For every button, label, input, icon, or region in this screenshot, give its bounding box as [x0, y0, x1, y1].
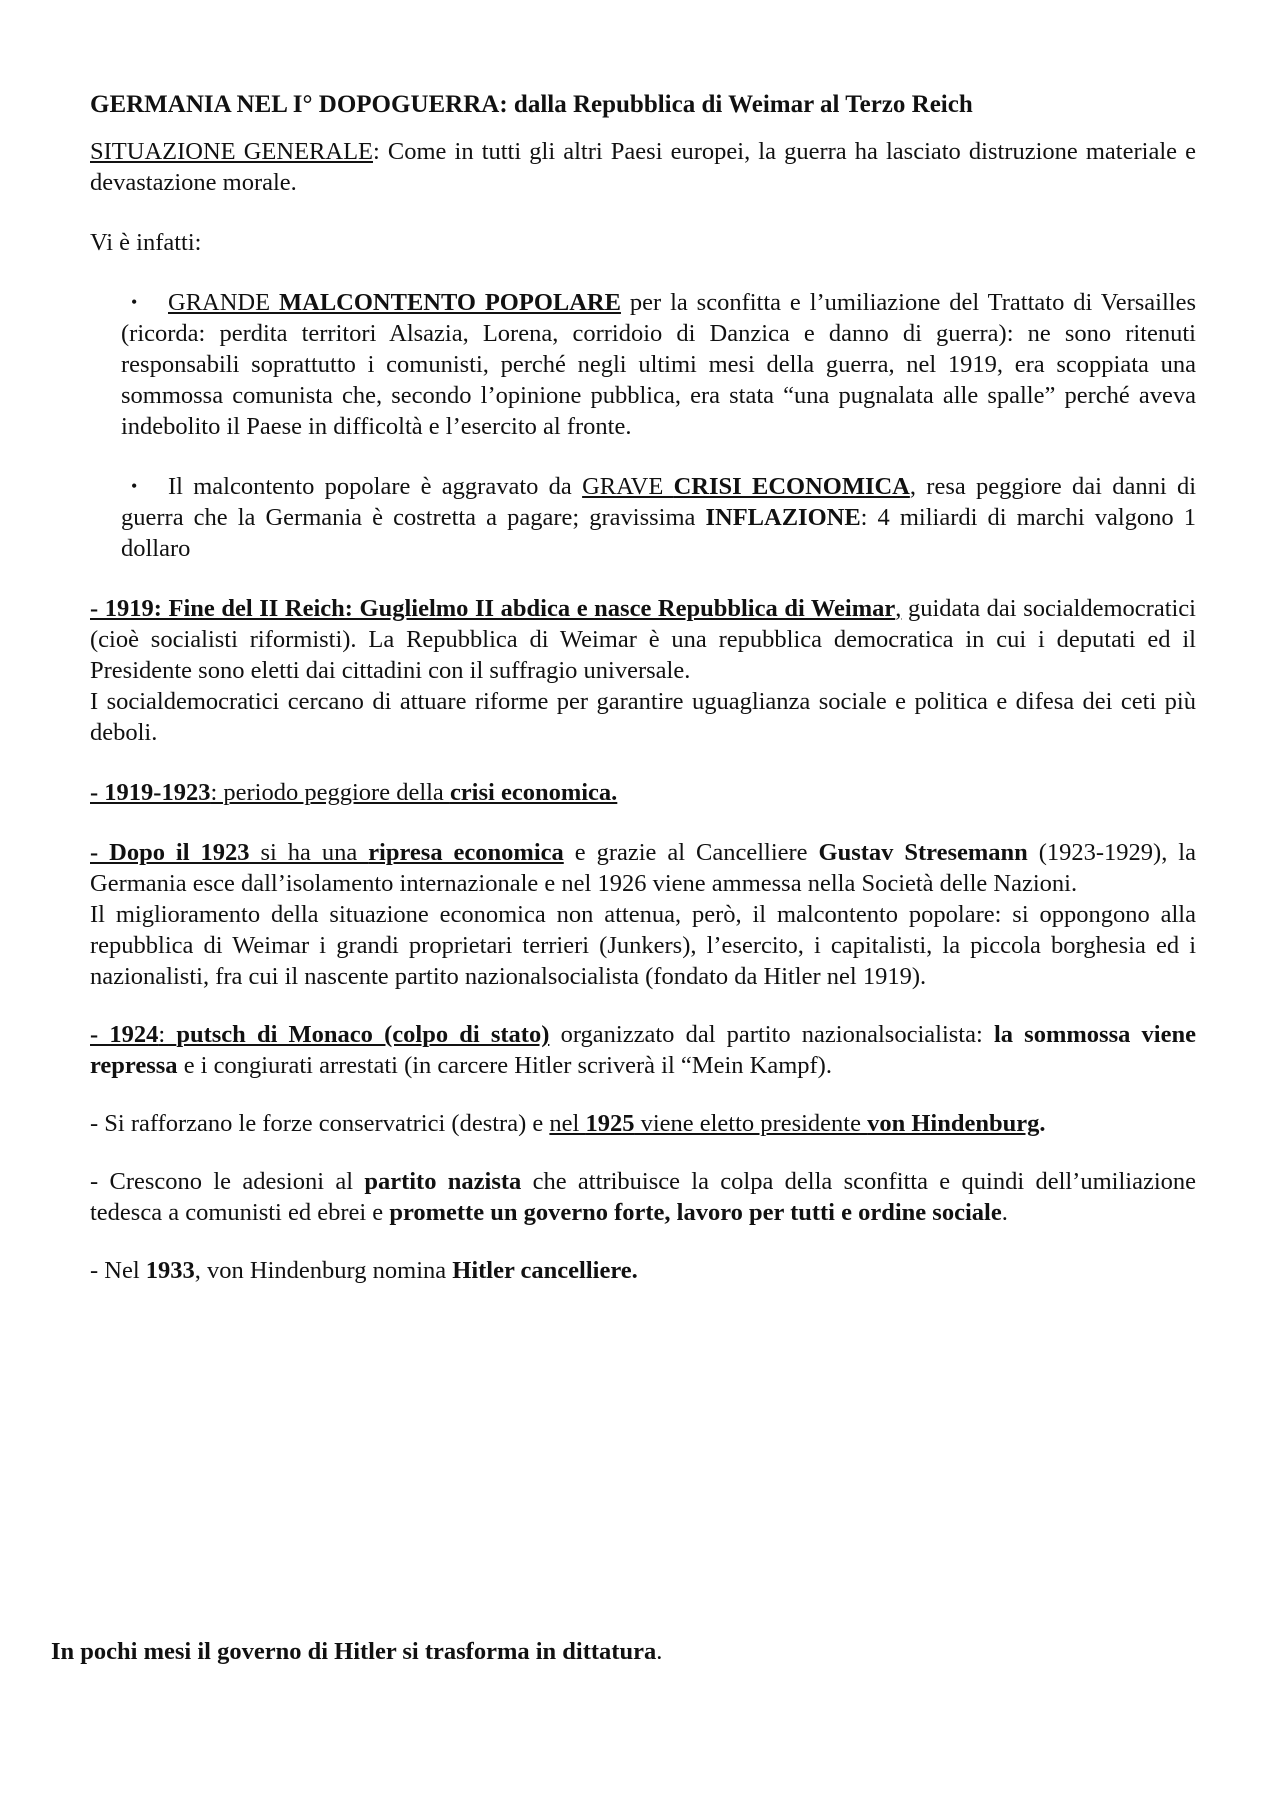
malcontento-popolare-term: MALCONTENTO POPOLARE: [279, 289, 621, 316]
stresemann-name: Gustav Stresemann: [818, 839, 1028, 866]
bullet-item-crisi: • Il malcontento popolare è aggravato da GRAVE CRISI ECONOMICA, resa peggiore dai danni di guerra che la Germania è costretta a pagare; gravissima INFLAZIONE: 4 miliardi di marchi valgono 1 dollaro: [121, 473, 1197, 562]
ripresa-paragraph: - Dopo il 1923 si ha una ripresa economica e grazie al Cancelliere Gustav Stresemann (1923-1929), la Germania esce dall’isolamento internazionale e nel 1926 viene ammessa nella Società delle Nazioni.: [90, 839, 1196, 897]
situazione-generale-label: SITUAZIONE GENERALE: [90, 138, 373, 165]
putsch-paragraph: - 1924: putsch di Monaco (colpo di stato) organizzato dal partito nazionalsocialista: la sommossa viene repressa e i congiurati arrestati (in carcere Hitler scriverà il “Mein Kampf).: [90, 1021, 1196, 1079]
putsch-title: putsch di Monaco (colpo di stato): [176, 1021, 550, 1048]
bullet-icon: •: [131, 476, 138, 496]
bullet-list: [90, 287, 1196, 564]
hindenburg-name: von Hindenburg: [867, 1110, 1040, 1137]
crisi-economica-term: CRISI ECONOMICA: [673, 473, 910, 500]
inflazione-term: INFLAZIONE: [705, 504, 861, 531]
intro-line: Vi è infatti:: [90, 229, 202, 256]
document-body: [90, 89, 1196, 1286]
partito-nazista-paragraph: - Crescono le adesioni al partito nazista che attribuisce la colpa della sconfitta e quindi dell’umiliazione tedesca a comunisti ed ebrei e promette un governo forte, lavoro per tutti e ordine sociale.: [90, 1168, 1197, 1226]
dittatura-conclusion: In pochi mesi il governo di Hitler si trasforma in dittatura.: [51, 1638, 663, 1665]
bullet-item-malcontento: • GRANDE MALCONTENTO POPOLARE per la sconfitta e l’umiliazione del Trattato di Versailles (ricorda: perdita territori Alsazia, Lorena, corridoio di Danzica e danno di guerra): ne sono ritenuti responsabili soprattutto i comunisti, perché negli ultimi mesi della guerra, nel 1919, era scoppiata una sommossa comunista che, secondo l’opinione pubblica, era stata “una pugnalata alle spalle” perché aveva indebolito il Paese in difficoltà e l’esercito al fronte.: [121, 289, 1197, 440]
document-title: GERMANIA NEL I° DOPOGUERRA: dalla Repubblica di Weimar al Terzo Reich: [90, 91, 973, 118]
weimar-heading: - 1919: Fine del II Reich: Guglielmo II abdica e nasce Repubblica di Weimar: [90, 595, 896, 622]
opposizione-paragraph: Il miglioramento della situazione economica non attenua, però, il malcontento popolare: si oppongono alla repubblica di Weimar i grandi proprietari terrieri (Junkers), l’esercito, i capitalisti, la piccola borghesia ed i nazionalisti, fra cui il nascente partito nazionalsocialista (fondato da Hitler nel 1919).: [90, 901, 1196, 990]
hindenburg-paragraph: - Si rafforzano le forze conservatrici (destra) e nel 1925 viene eletto presidente von Hindenburg.: [90, 1110, 1046, 1137]
cancelliere-paragraph: - Nel 1933, von Hindenburg nomina Hitler cancelliere.: [90, 1257, 638, 1284]
crisi-period-paragraph: - 1919-1923: periodo peggiore della crisi economica.: [90, 779, 618, 806]
weimar-paragraph: - 1919: Fine del II Reich: Guglielmo II abdica e nasce Repubblica di Weimar, guidata dai socialdemocratici (cioè socialisti riformisti). La Repubblica di Weimar è una repubblica democratica in cui i deputati ed il Presidente sono eletti dai cittadini con il suffragio universale.: [90, 595, 1196, 684]
situazione-generale-paragraph: SITUAZIONE GENERALE: Come in tutti gli altri Paesi europei, la guerra ha lasciato distruzione materiale e devastazione morale.: [90, 138, 1196, 196]
weimar-reforms-paragraph: I socialdemocratici cercano di attuare riforme per garantire uguaglianza sociale e politica e difesa dei ceti più deboli.: [90, 688, 1196, 746]
bullet-icon: •: [131, 292, 138, 312]
